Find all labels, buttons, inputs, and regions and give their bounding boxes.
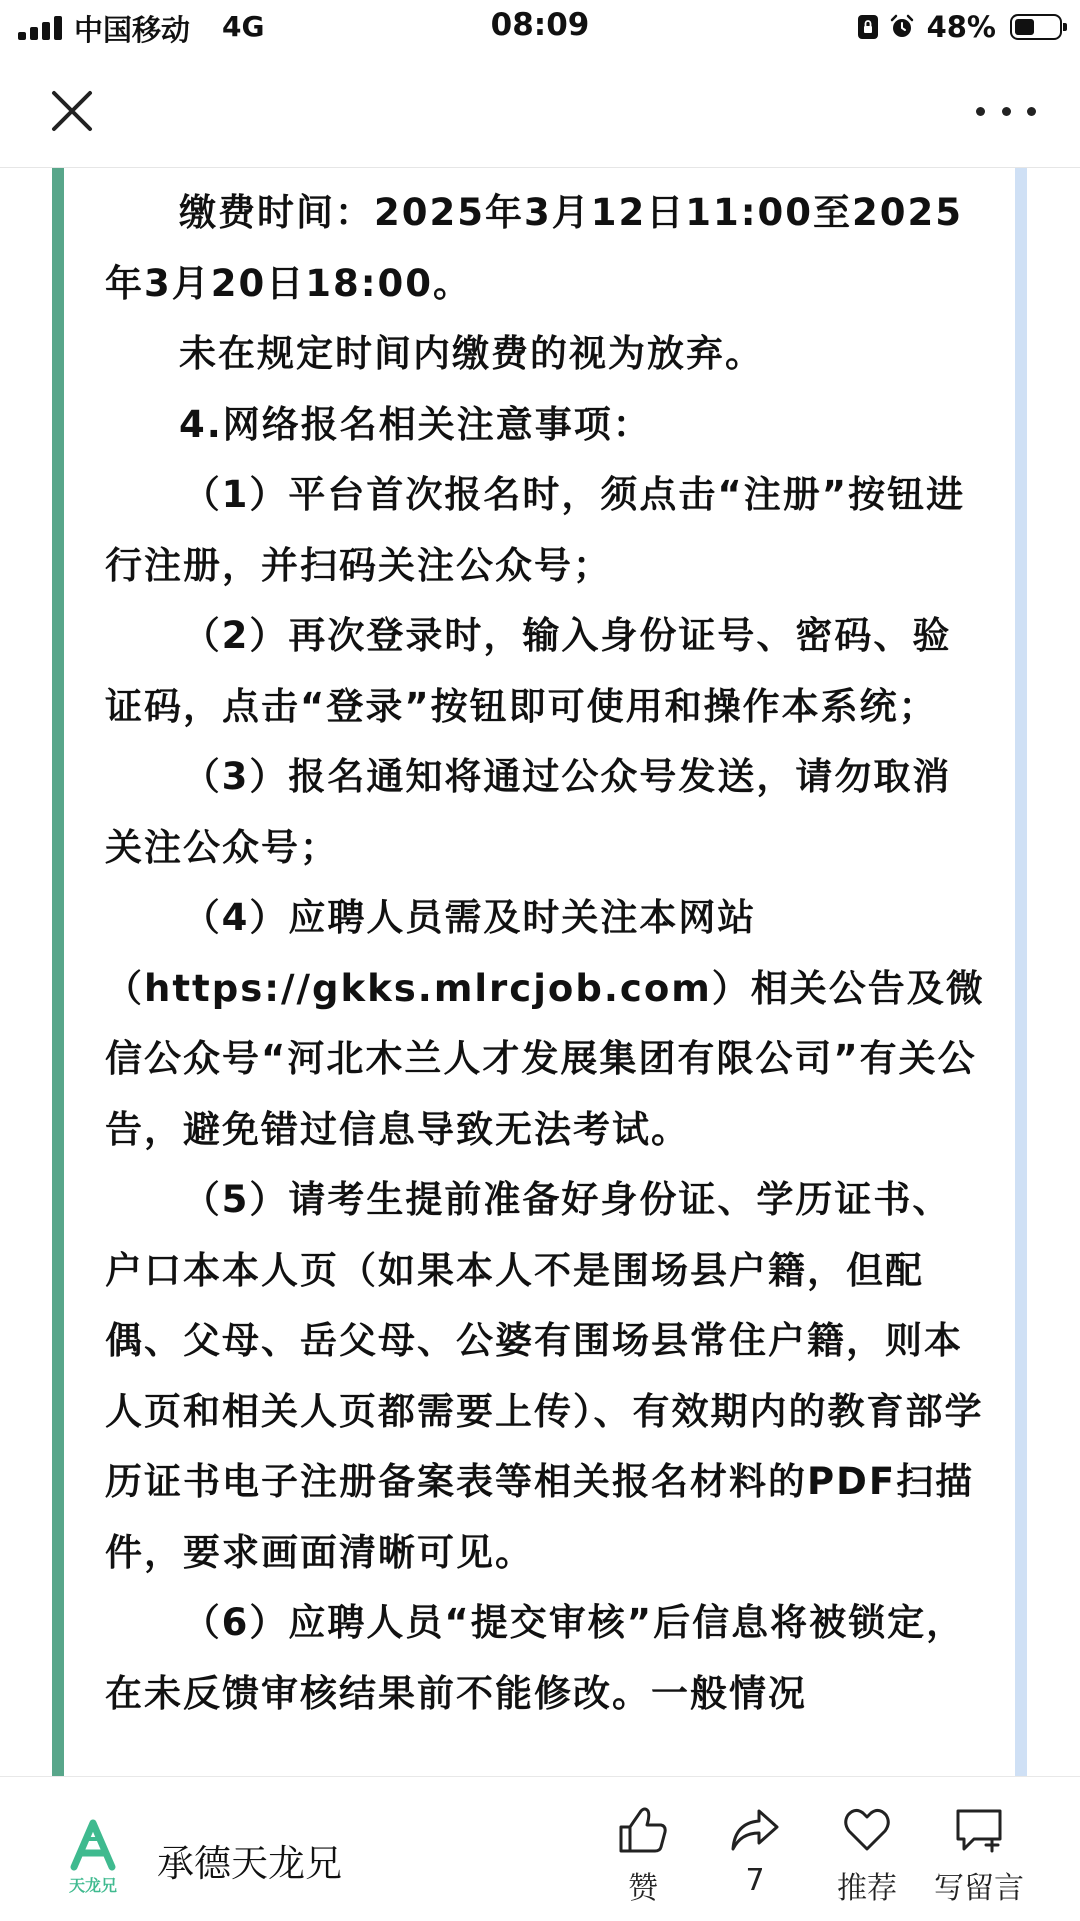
battery-icon [1010, 14, 1062, 40]
lock-rotation-icon [855, 14, 881, 40]
alarm-icon [889, 14, 915, 40]
bottom-bar [0, 1776, 1080, 1921]
network-type: 4G [222, 10, 265, 43]
thumbs-up-icon [617, 1805, 669, 1855]
paragraph-payment-time: 缴费时间：2025年3月12日11:00至2025年3月20日18:00。 [105, 191, 963, 305]
comment-plus-icon [952, 1805, 1006, 1855]
paragraph-item-4: （4）应聘人员需及时关注本网站（https://gkks.mlrcjob.com）相关公告及微信公众号“河北木兰人才发展集团有限公司”有关公告，避免错过信息导致无法考试。 [105, 896, 985, 1151]
close-icon[interactable] [48, 87, 96, 135]
paragraph-item-6: （6）应聘人员“提交审核”后信息将被锁定，在未反馈审核结果前不能修改。一般情况 [105, 1601, 966, 1715]
paragraph-item-2: （2）再次登录时，输入身份证号、密码、验证码，点击“登录”按钮即可使用和操作本系统； [105, 614, 952, 728]
paragraph-section-heading: 4.网络报名相关注意事项： [179, 402, 652, 446]
share-arrow-icon [729, 1805, 781, 1855]
article-body [105, 178, 987, 1729]
heart-icon [841, 1805, 893, 1855]
account-logo[interactable] [58, 1817, 128, 1897]
write-comment-label: 写留言 [934, 1871, 1024, 1906]
recommend-label: 推荐 [837, 1871, 897, 1906]
carrier-name: 中国移动 [74, 13, 191, 47]
more-icon[interactable] [976, 98, 1036, 124]
like-button[interactable] [588, 1805, 698, 1907]
nav-bar [0, 54, 1080, 168]
share-count: 7 [745, 1863, 765, 1898]
write-comment-button[interactable] [924, 1805, 1034, 1907]
share-button[interactable] [700, 1805, 810, 1898]
status-bar [0, 0, 1080, 54]
logo-text: 天龙兄 [68, 1876, 118, 1895]
left-decorative-rule [52, 168, 64, 1776]
battery-percent: 48% [926, 10, 996, 44]
status-time: 08:09 [490, 7, 590, 43]
like-label: 赞 [628, 1871, 658, 1906]
account-name[interactable]: 承德天龙兄 [157, 1842, 342, 1885]
battery-level-fill [1015, 19, 1034, 35]
article-content[interactable] [0, 168, 1080, 1776]
paragraph-item-3: （3）报名通知将通过公众号发送，请勿取消关注公众号； [105, 755, 952, 869]
recommend-button[interactable] [812, 1805, 922, 1907]
right-decorative-rule [1015, 168, 1027, 1776]
paragraph-item-1: （1）平台首次报名时，须点击“注册”按钮进行注册，并扫码关注公众号； [105, 473, 966, 587]
paragraph-payment-notice: 未在规定时间内缴费的视为放弃。 [179, 332, 764, 375]
paragraph-item-5: （5）请考生提前准备好身份证、学历证书、户口本本人页（如果本人不是围场县户籍，但配偶、父母、岳父母、公婆有围场县常住户籍，则本人页和相关人页都需要上传）、有效期内的教育部学历证书电子注册备案表等相关报名材料的PDF扫描件，要求画面清晰可见。 [105, 1178, 984, 1574]
